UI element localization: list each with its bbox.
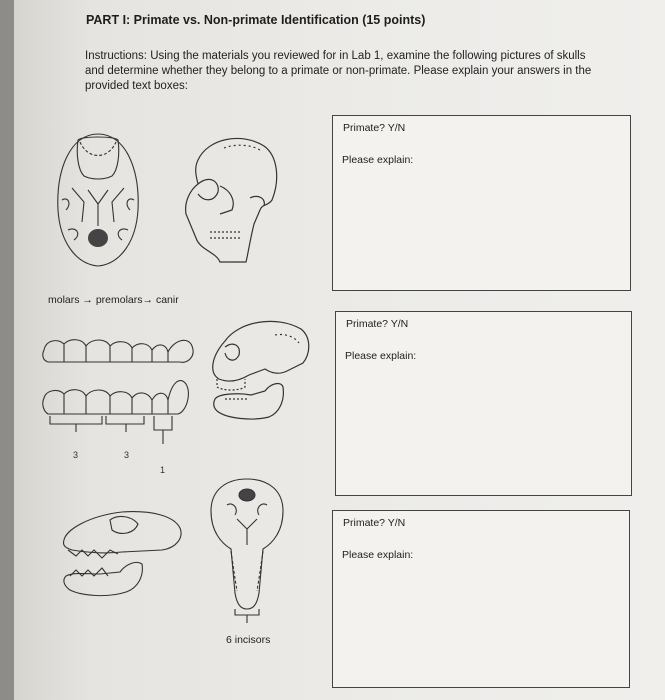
page-title: PART I: Primate vs. Non-primate Identification (15 points): [86, 13, 426, 27]
dental-formula-label: molars → premolars→ canir: [48, 294, 179, 306]
tooth-rows-figure: [40, 332, 200, 448]
premolar-count: 3: [124, 450, 130, 460]
ape-skull-lateral-figure: [205, 313, 315, 425]
explain-prompt: Please explain:: [342, 154, 414, 166]
molar-count: 3: [73, 450, 79, 460]
carnivore-skull-inferior-figure: [207, 475, 287, 625]
hominin-skull-lateral-figure: [180, 128, 285, 268]
carnivore-skull-lateral-figure: [58, 502, 188, 606]
canine-count: 1: [160, 465, 166, 475]
answer-box-1[interactable]: [332, 115, 631, 291]
primate-question: Primate? Y/N: [346, 318, 409, 330]
primate-question: Primate? Y/N: [343, 122, 406, 134]
explain-prompt: Please explain:: [345, 350, 417, 362]
incisor-count-label: 6 incisors: [226, 634, 271, 646]
answer-box-3[interactable]: [332, 510, 630, 688]
skull-inferior-view-figure: [48, 130, 148, 270]
instructions-text: Instructions: Using the materials you reviewed for in Lab 1, examine the following pictures of skulls and determine whether they belong to a primate or non-primate. Please explain your answers in the provided text boxes:: [85, 50, 592, 92]
primate-question: Primate? Y/N: [343, 517, 406, 529]
explain-prompt: Please explain:: [342, 549, 414, 561]
answer-box-2[interactable]: [335, 311, 632, 496]
